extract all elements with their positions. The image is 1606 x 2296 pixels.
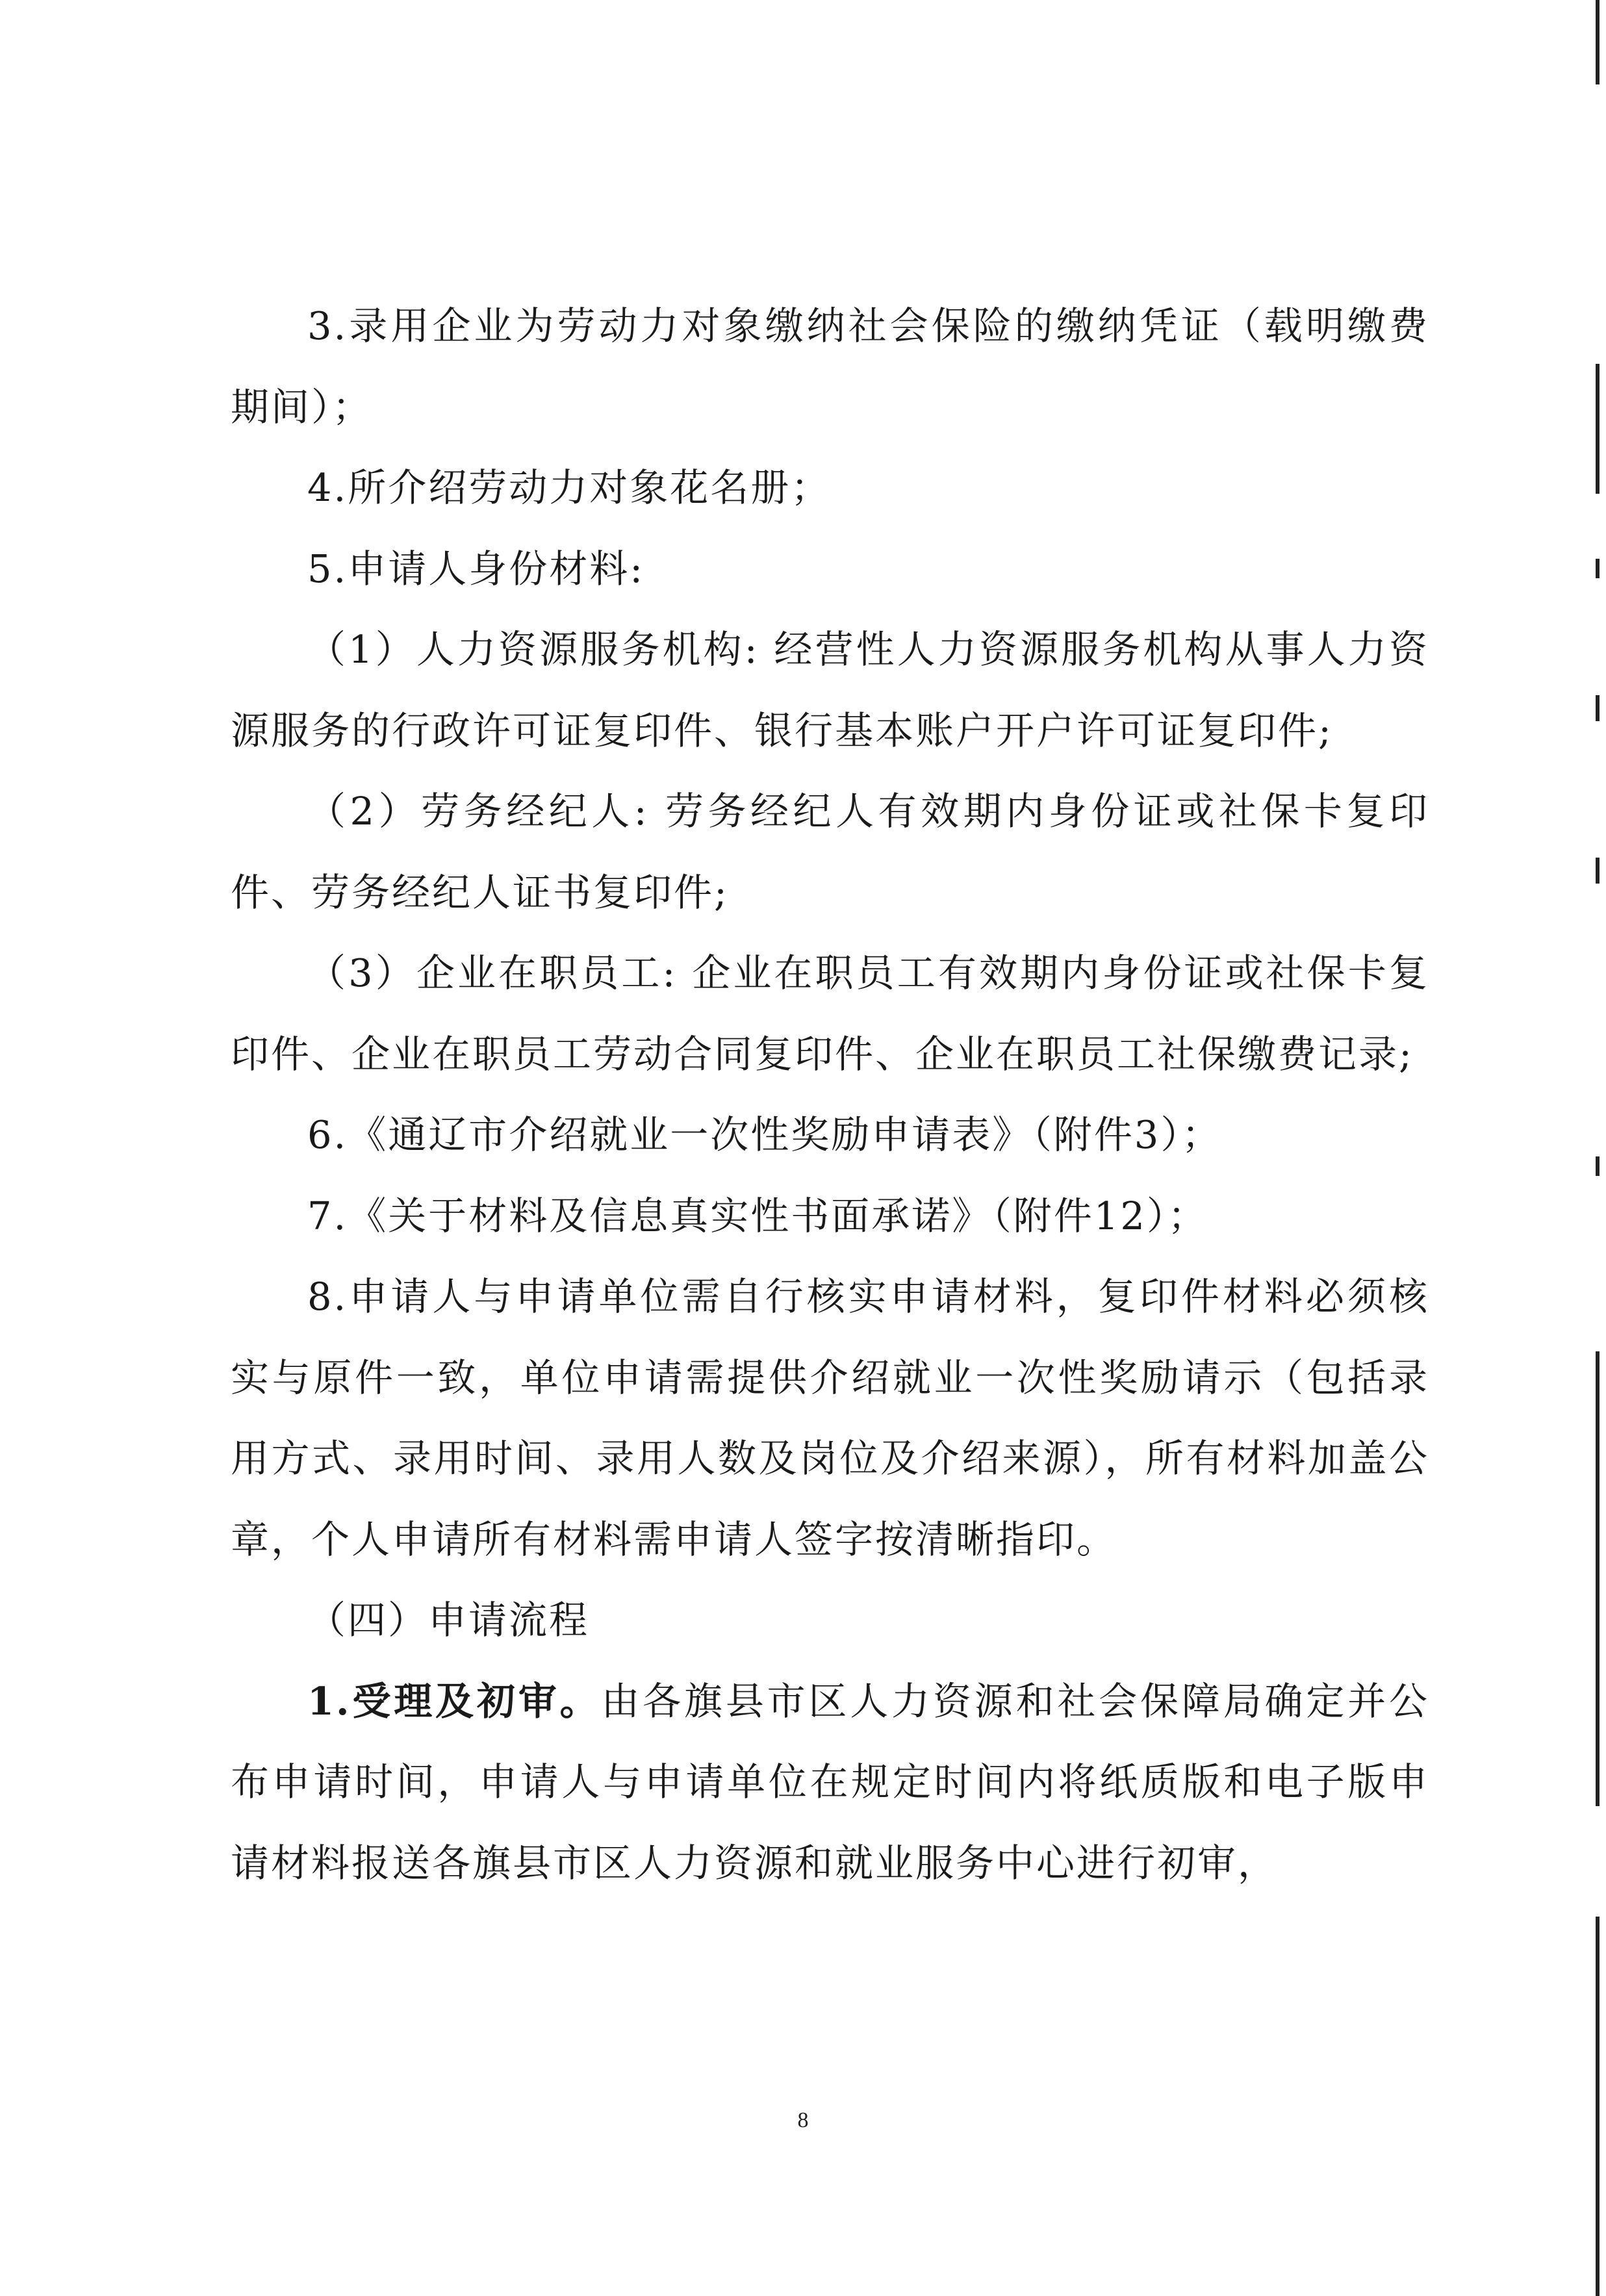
paragraph-sub-1: （1）人力资源服务机构: 经营性人力资源服务机构从事人力资源服务的行政许可证复印件、银行基本账户开户许可证复印件; <box>231 627 1429 753</box>
paragraph-acceptance <box>231 1661 1429 1904</box>
scan-mark <box>1596 559 1600 578</box>
paragraph-item-3: 3.录用企业为劳动力对象缴纳社会保险的缴纳凭证（载明缴费期间）； <box>231 303 1429 429</box>
paragraph-item-6: 6.《通辽市介绍就业一次性奖励申请表》（附件3）； <box>307 1112 1222 1157</box>
paragraph-sub-3: （3）企业在职员工: 企业在职员工有效期内身份证或社保卡复印件、企业在职员工劳动合同复印件、企业在职员工社保缴费记录; <box>231 950 1429 1077</box>
section-heading-application-process: （四）申请流程 <box>307 1598 590 1642</box>
document-body <box>231 286 1429 1904</box>
scan-mark <box>1596 1351 1600 1806</box>
paragraph-item-8: 8.申请人与申请单位需自行核实申请材料，复印件材料必须核实与原件一致，单位申请需提供介绍就业一次性奖励请示（包括录用方式、录用时间、录用人数及岗位及介绍来源），所有材料加盖公章，个人申请所有材料需申请人签字按清晰指印。 <box>231 1274 1429 1562</box>
scan-mark <box>1596 1156 1600 1176</box>
scan-edge-marks <box>1590 0 1600 2296</box>
paragraph-acceptance-lead: 1.受理及初审。 <box>307 1678 602 1724</box>
scan-mark <box>1596 858 1600 884</box>
scan-mark <box>1596 695 1600 721</box>
paragraph-sub-2: （2）劳务经纪人: 劳务经纪人有效期内身份证或社保卡复印件、劳务经纪人证书复印件; <box>231 789 1429 915</box>
scan-mark <box>1596 364 1600 494</box>
scan-mark <box>1596 1917 1600 2296</box>
page-number: 8 <box>797 2108 809 2132</box>
paragraph-item-4: 4.所介绍劳动力对象花名册； <box>307 465 832 510</box>
paragraph-acceptance-text: 由各旗县市区人力资源和社会保障局确定并公布申请时间，申请人与申请单位在规定时间内将纸质版和电子版申请材料报送各旗县市区人力资源和就业服务中心进行初审， <box>231 1678 1429 1885</box>
paragraph-item-5: 5.申请人身份材料: <box>307 546 645 591</box>
paragraph-item-7: 7.《关于材料及信息真实性书面承诺》（附件12）； <box>307 1193 1208 1238</box>
scan-mark <box>1596 0 1600 84</box>
